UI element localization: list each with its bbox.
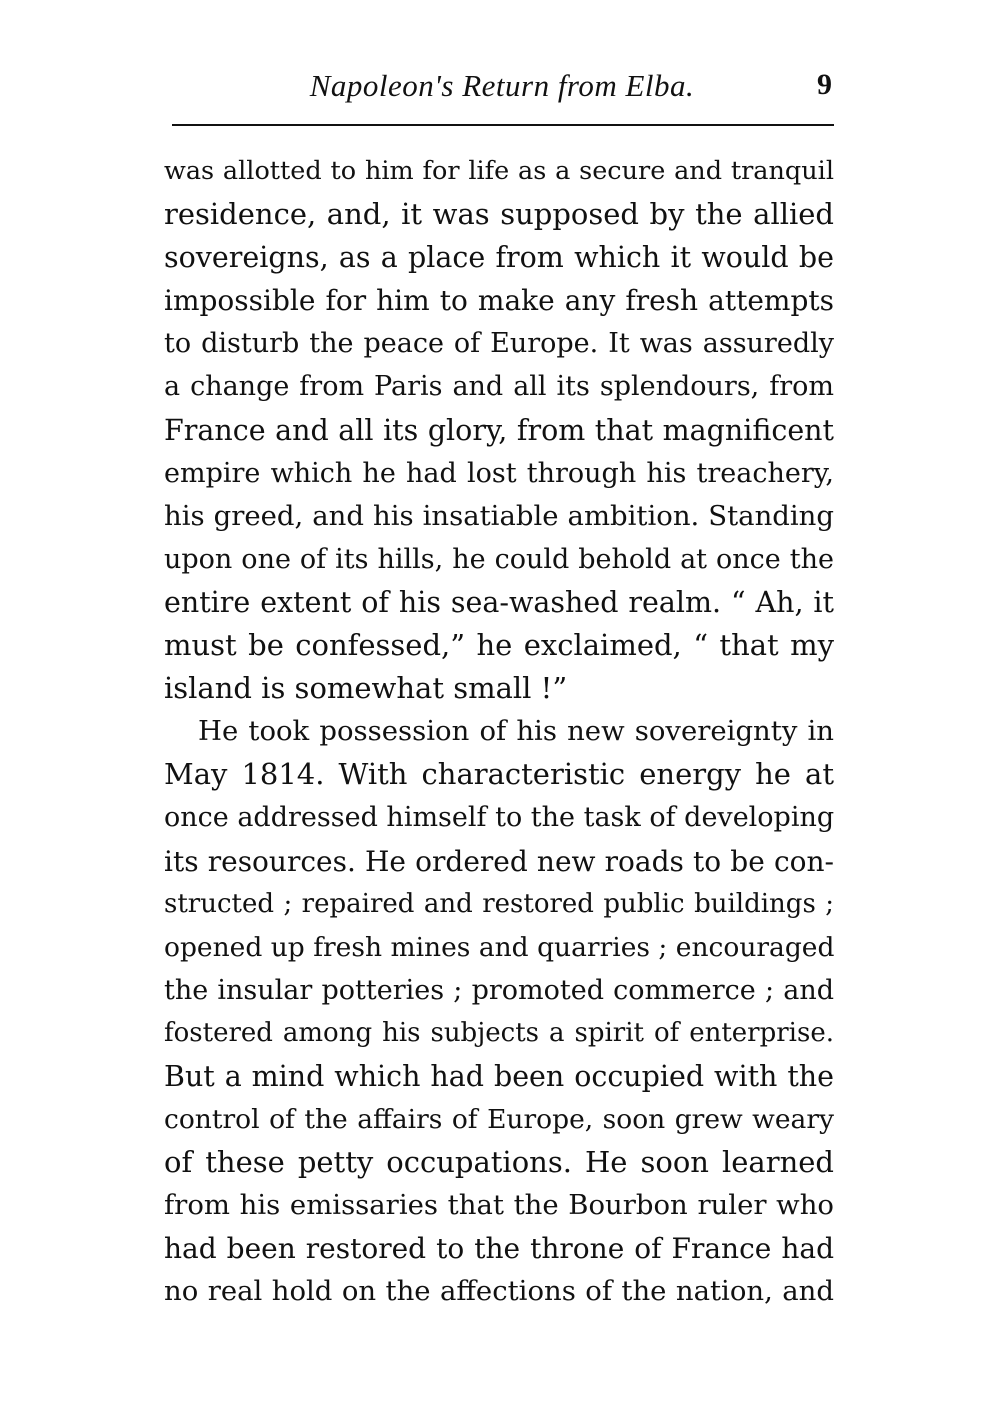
text-line: once addressed himself to the task of developing xyxy=(164,802,835,834)
text-line: its resources. He ordered new roads to be con- xyxy=(164,844,834,878)
text-line: But a mind which had been occupied with the xyxy=(164,1059,834,1093)
text-line: his greed, and his insatiable ambition. Standing xyxy=(164,499,834,532)
text-line: opened up fresh mines and quarries ; encouraged xyxy=(164,931,835,963)
text-line: the insular potteries ; promoted commerce ; and xyxy=(164,974,834,1006)
page-header xyxy=(170,68,834,108)
text-line: island is somewhat small !” xyxy=(164,671,568,706)
text-line: upon one of its hills, he could behold at once the xyxy=(164,543,834,575)
text-line: structed ; repaired and restored public buildings ; xyxy=(164,888,834,919)
text-line: He took possession of his new sovereignty in xyxy=(198,715,834,748)
text-line: empire which he had lost through his treachery, xyxy=(164,457,834,489)
text-line: of these petty occupations. He soon learned xyxy=(164,1145,834,1180)
text-line: entire extent of his sea-washed realm. “ Ah, it xyxy=(164,585,834,619)
paragraph-2 xyxy=(164,710,834,1313)
page-number: 9 xyxy=(817,68,832,101)
text-line: May 1814. With characteristic energy he at xyxy=(164,757,834,792)
text-line: from his emissaries that the Bourbon ruler who xyxy=(164,1189,834,1222)
text-line: to disturb the peace of Europe. It was assuredly xyxy=(164,328,834,360)
text-line: sovereigns, as a place from which it would be xyxy=(164,241,834,275)
header-rule xyxy=(172,124,834,126)
text-line: fostered among his subjects a spirit of enterprise. xyxy=(164,1017,834,1048)
text-line: no real hold on the affections of the nation, and xyxy=(164,1275,834,1308)
text-line: residence, and, it was supposed by the allied xyxy=(164,197,834,232)
body-text xyxy=(164,150,834,1314)
text-line: control of the affairs of Europe, soon grew weary xyxy=(164,1104,834,1136)
text-line: France and all its glory, from that magnificent xyxy=(164,413,834,447)
text-line: must be confessed,” he exclaimed, “ that my xyxy=(164,628,834,663)
text-line: had been restored to the throne of France had xyxy=(164,1232,834,1266)
text-line: impossible for him to make any fresh attempts xyxy=(164,284,834,318)
running-title: Napoleon's Return from Elba. xyxy=(309,68,695,103)
text-line: a change from Paris and all its splendours, from xyxy=(164,371,834,403)
text-line: was allotted to him for life as a secure and tranquil xyxy=(164,156,834,186)
paragraph-1 xyxy=(164,150,834,710)
